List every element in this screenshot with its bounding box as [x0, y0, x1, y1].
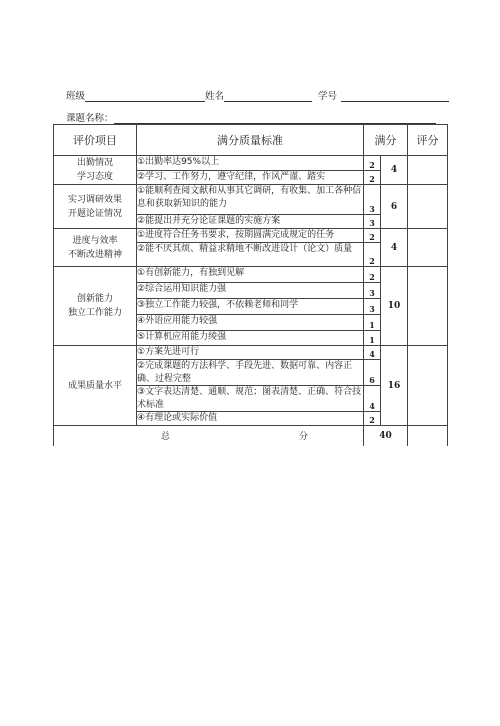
- evaluation-item-line: 创新能力: [76, 294, 113, 304]
- criterion-score: 6: [364, 360, 381, 386]
- evaluation-table: [53, 124, 448, 446]
- evaluation-item: [54, 229, 137, 267]
- evaluation-item: [54, 267, 137, 346]
- criterion-text: ①出勤率达95%以上: [137, 156, 364, 171]
- criterion-score: 3: [364, 299, 381, 315]
- rating-cell[interactable]: [408, 229, 448, 267]
- class-field[interactable]: [85, 91, 205, 102]
- class-label: 班级: [66, 91, 86, 102]
- criterion-score: 2: [364, 170, 381, 185]
- evaluation-item-line: 出勤情况: [76, 158, 113, 168]
- name-field[interactable]: [224, 91, 312, 102]
- criterion-text: ③独立工作能力较强，不依赖老师和同学: [137, 299, 364, 315]
- criterion-score: 4: [364, 386, 381, 412]
- evaluation-item-line: 不断改进精神: [67, 249, 122, 260]
- table-row: [54, 156, 448, 171]
- criterion-score: 4: [364, 346, 381, 360]
- criterion-text: ④有理论或实际价值: [137, 412, 364, 426]
- section-total-score: 4: [381, 156, 408, 185]
- col-header-standard: 满分质量标准: [137, 125, 364, 156]
- criterion-score: 2: [364, 412, 381, 426]
- criterion-score: 2: [364, 243, 381, 267]
- name-label: 姓名: [205, 91, 225, 102]
- grand-total-score: 40: [364, 426, 408, 446]
- table-header-row: [54, 125, 448, 156]
- topic-line: [66, 110, 436, 124]
- section-total-score: 16: [381, 346, 408, 426]
- total-rating-cell[interactable]: [408, 426, 448, 446]
- summary-label-cell: [54, 426, 364, 446]
- criterion-score: 3: [364, 283, 381, 299]
- rating-cell[interactable]: [408, 185, 448, 229]
- criterion-score: 1: [364, 315, 381, 331]
- col-header-item: 评价项目: [54, 125, 137, 156]
- rating-cell[interactable]: [408, 267, 448, 346]
- criterion-text: ①进度符合任务书要求，按期圆满完成规定的任务: [137, 229, 364, 243]
- evaluation-item-line: 开题论证情况: [67, 208, 122, 219]
- table-body: [54, 156, 448, 446]
- topic-field[interactable]: [114, 113, 436, 124]
- rating-cell[interactable]: [408, 346, 448, 426]
- evaluation-item-line: 进度与效率: [72, 235, 118, 246]
- evaluation-item: [54, 185, 137, 229]
- evaluation-item: [54, 346, 137, 426]
- table-row: [54, 229, 448, 243]
- table-row: [54, 185, 448, 215]
- criterion-text: ②能不厌其烦、精益求精地不断改进设计（论文）质量: [137, 243, 364, 267]
- col-header-full-score: 满分: [364, 125, 408, 156]
- criterion-text: ①有创新能力，有独到见解: [137, 267, 364, 283]
- criterion-score: 3: [364, 185, 381, 215]
- table-row: [54, 267, 448, 283]
- student-info-line: [66, 88, 449, 102]
- evaluation-item: [54, 156, 137, 185]
- topic-label: 课题名称：: [66, 113, 114, 124]
- criterion-score: 3: [364, 215, 381, 229]
- student-id-label: 学号: [318, 91, 338, 102]
- section-total-score: 10: [381, 267, 408, 346]
- criterion-score: 2: [364, 229, 381, 243]
- table-row: [54, 346, 448, 360]
- criterion-text: ①方案先进可行: [137, 346, 364, 360]
- criterion-score: 1: [364, 331, 381, 346]
- rating-cell[interactable]: [408, 156, 448, 185]
- evaluation-item-line: 实习调研效果: [67, 194, 122, 205]
- criterion-text: ④外语应用能力较强: [137, 315, 364, 331]
- criterion-text: ②学习、工作努力，遵守纪律，作风严谨、踏实: [137, 170, 364, 185]
- criterion-text: ①能顺利查阅文献和从事其它调研，有收集、加工各种信息和获取新知识的能力: [137, 185, 364, 215]
- summary-label-right: 分: [299, 432, 309, 442]
- summary-label-left: 总: [161, 432, 171, 442]
- evaluation-item-line: 成果质量水平: [67, 380, 122, 391]
- col-header-rating: 评分: [408, 125, 448, 156]
- criterion-score: 2: [364, 267, 381, 283]
- student-id-field[interactable]: [341, 91, 449, 102]
- evaluation-item-line: 独立工作能力: [67, 308, 122, 318]
- section-total-score: 6: [381, 185, 408, 229]
- criterion-score: 2: [364, 156, 381, 171]
- evaluation-item-line: 学习态度: [76, 172, 113, 182]
- criterion-text: ②完成课题的方法科学、手段先进、数据可靠、内容正确、过程完整: [137, 360, 364, 386]
- section-total-score: 4: [381, 229, 408, 267]
- criterion-text: ③文字表达清楚、通顺、规范；图表清楚、正确、符合技术标准: [137, 386, 364, 412]
- criterion-text: ②综合运用知识能力强: [137, 283, 364, 299]
- summary-row: [54, 426, 448, 446]
- criterion-text: ⑤计算机应用能力绫强: [137, 331, 364, 346]
- criterion-text: ②能提出并充分论证课题的实施方案: [137, 215, 364, 229]
